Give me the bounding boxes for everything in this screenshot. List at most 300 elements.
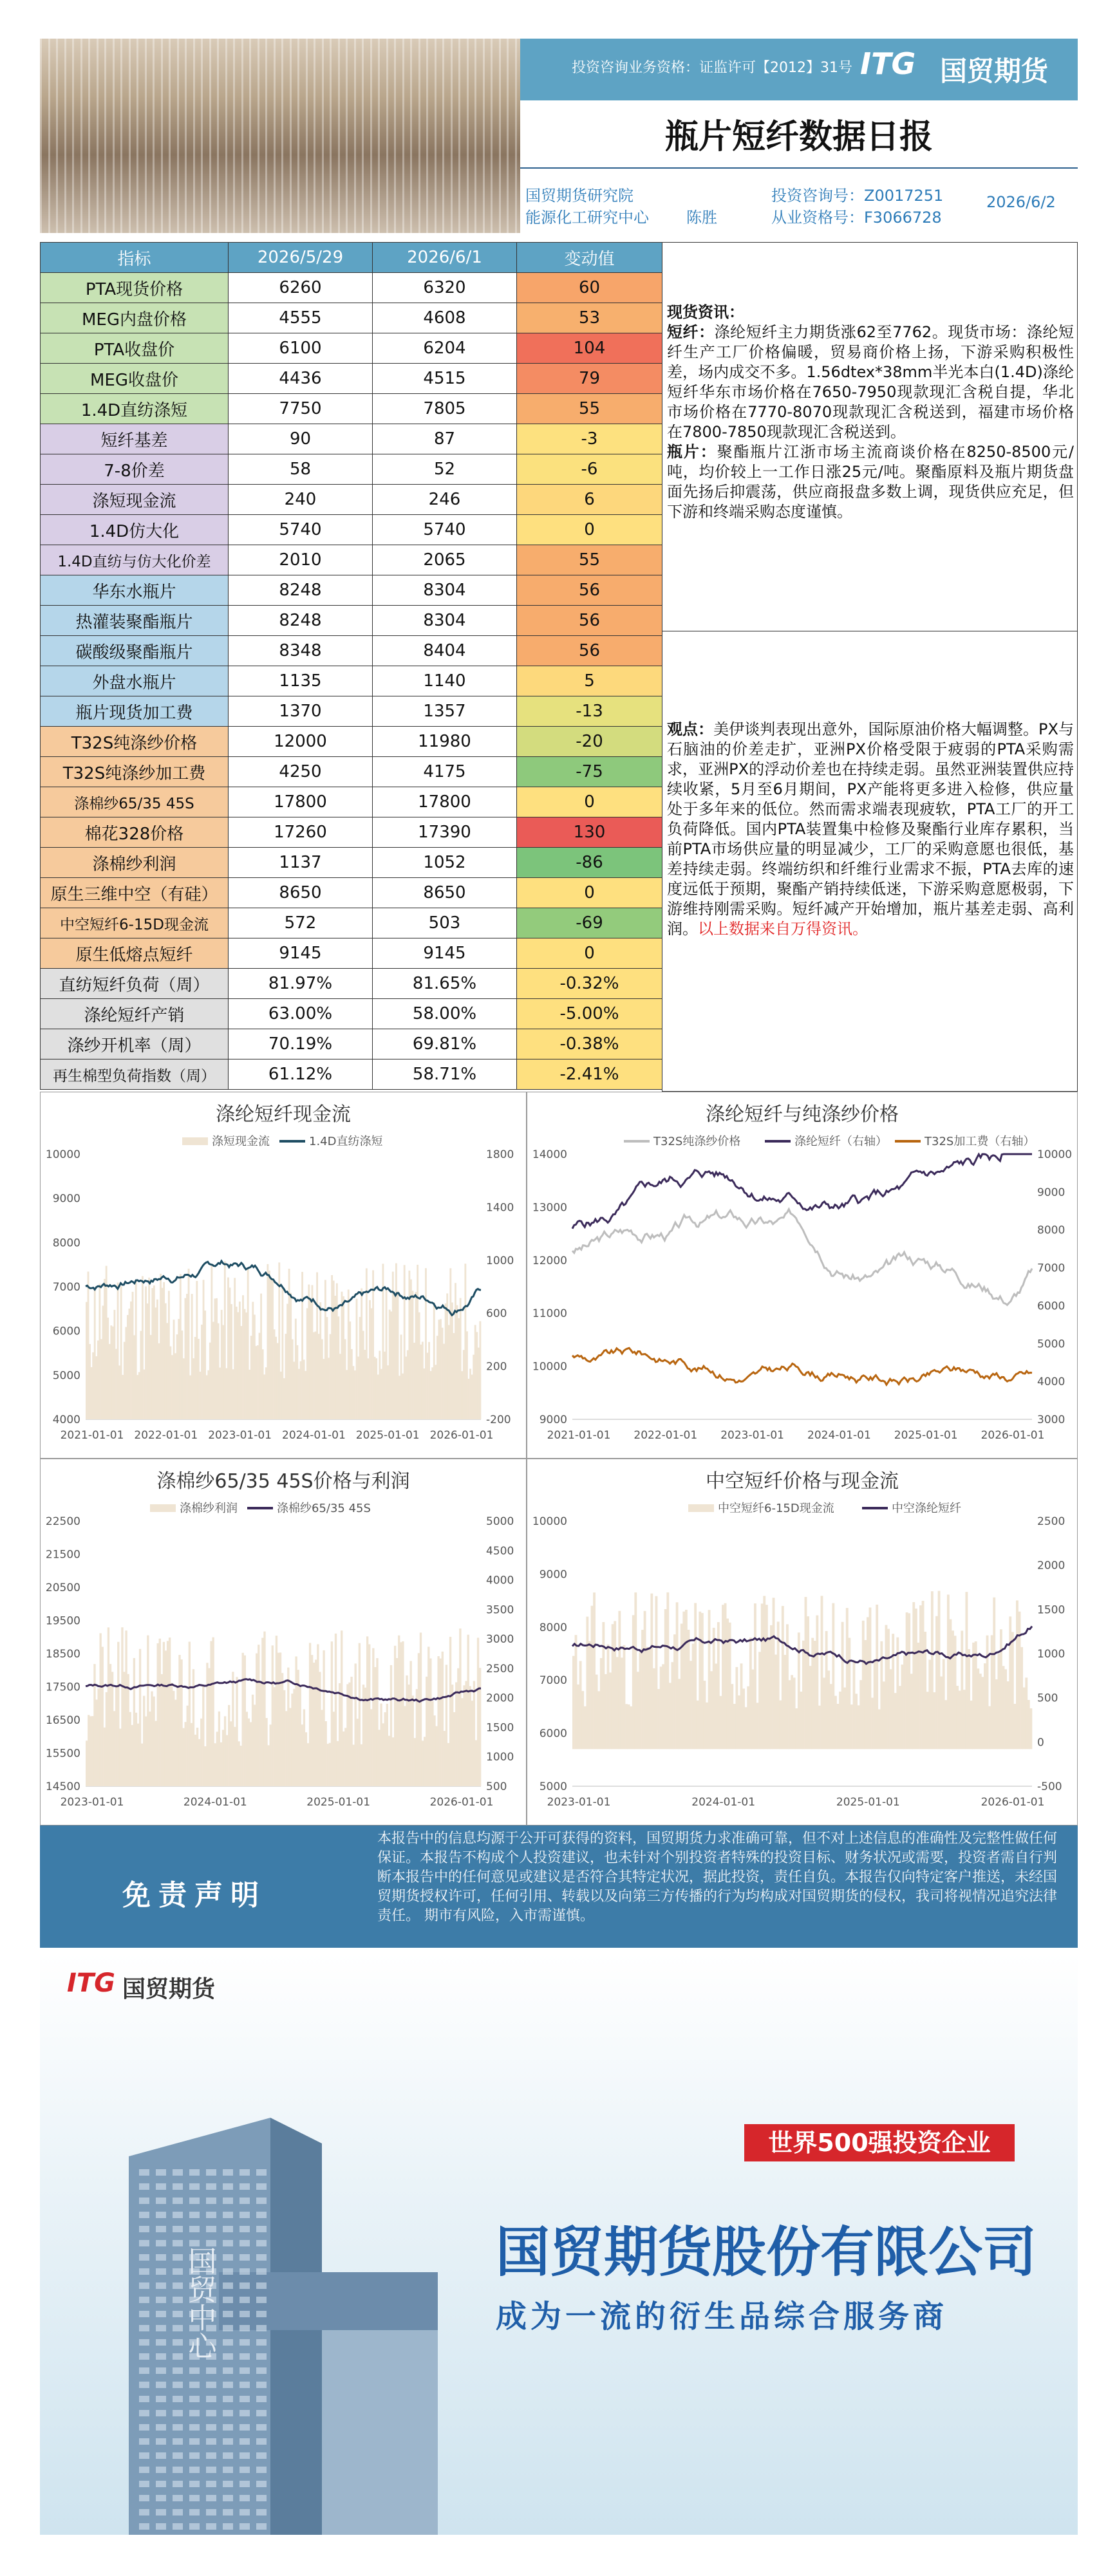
area-bar	[159, 1639, 161, 1786]
area-bar	[650, 1594, 653, 1750]
building-illustration	[77, 2079, 476, 2535]
area-bar	[339, 1354, 341, 1419]
area-bar	[276, 1636, 277, 1786]
area-bar	[254, 1314, 256, 1419]
x-axis-tick: 2023-01-01	[720, 1429, 784, 1442]
area-bar	[185, 1722, 187, 1786]
area-bar	[961, 1630, 963, 1749]
area-bar	[431, 1367, 433, 1419]
area-bar	[682, 1612, 685, 1750]
area-bar	[359, 1317, 361, 1419]
area-bar	[1000, 1629, 1002, 1749]
area-bar	[309, 1643, 311, 1786]
header-divider	[520, 167, 1078, 169]
y-axis-left-tick: 14000	[532, 1148, 567, 1161]
building-window	[173, 2325, 183, 2331]
building-window	[139, 2495, 149, 2501]
area-bar	[600, 1658, 603, 1749]
area-bar	[362, 1331, 364, 1419]
x-axis-tick: 2025-01-01	[355, 1429, 420, 1442]
loom-thread	[507, 39, 509, 233]
area-bar	[479, 1321, 481, 1419]
building-window	[173, 2523, 183, 2530]
row-change-value: 60	[517, 273, 662, 303]
y-axis-right-tick: 3000	[1037, 1414, 1065, 1426]
building-window	[223, 2353, 233, 2360]
area-bar	[991, 1635, 993, 1749]
area-bar	[625, 1704, 628, 1749]
area-bar	[341, 1630, 343, 1786]
area-bar	[848, 1638, 850, 1749]
row-value-date1: 8348	[229, 636, 373, 666]
area-bar	[129, 1712, 131, 1786]
area-bar	[883, 1681, 885, 1749]
area-bar	[476, 1332, 478, 1419]
building-window	[256, 2339, 267, 2346]
area-bar	[724, 1603, 727, 1750]
table-row	[41, 1059, 662, 1090]
area-bar	[357, 1357, 359, 1419]
row-indicator-name: 涤纶短纤产销	[41, 999, 229, 1029]
area-bar	[351, 1349, 353, 1419]
area-bar	[144, 1370, 145, 1419]
area-bar	[657, 1689, 660, 1749]
area-bar	[751, 1670, 754, 1750]
legend-label: 涤棉纱65/35 45S	[277, 1502, 371, 1515]
building-window	[156, 2297, 166, 2303]
y-axis-left-tick: 10000	[532, 1360, 567, 1374]
row-value-date2: 503	[373, 908, 517, 938]
area-bar	[977, 1668, 979, 1749]
area-bar	[839, 1692, 841, 1749]
area-bar	[252, 1302, 254, 1419]
chart-blended-yarn	[40, 1459, 527, 1825]
building-window	[239, 2254, 250, 2261]
area-bar	[100, 1339, 102, 1419]
area-bar	[369, 1300, 371, 1419]
area-bar	[259, 1333, 261, 1419]
area-bar	[418, 1312, 420, 1419]
area-bar	[1023, 1687, 1026, 1749]
y-axis-right-tick: 4500	[486, 1544, 514, 1558]
area-bar	[350, 1677, 352, 1786]
loom-thread	[209, 39, 211, 233]
spot-heading: 现货资讯：	[667, 303, 744, 321]
area-bar	[789, 1680, 791, 1749]
area-bar	[301, 1272, 303, 1419]
area-bar	[232, 1672, 234, 1786]
area-bar	[378, 1730, 380, 1786]
area-bar	[763, 1596, 765, 1749]
area-bar	[473, 1681, 475, 1786]
legend-swatch	[182, 1137, 208, 1145]
area-bar	[196, 1728, 198, 1786]
y-axis-left-tick: 7000	[52, 1281, 80, 1294]
building-window	[156, 2268, 166, 2275]
building-window	[206, 2367, 216, 2374]
building-window	[223, 2297, 233, 2303]
area-bar	[246, 1712, 248, 1786]
area-bar	[348, 1289, 350, 1419]
loom-thread	[136, 39, 138, 233]
chart-staple-yarn-price-svg	[527, 1092, 1077, 1458]
data-table	[40, 242, 662, 1090]
building-window	[139, 2325, 149, 2331]
legend-swatch	[688, 1504, 714, 1512]
row-value-date1: 17260	[229, 817, 373, 848]
area-bar	[225, 1368, 227, 1419]
area-bar	[386, 1704, 388, 1786]
area-bar	[581, 1691, 584, 1749]
area-bar	[145, 1286, 147, 1419]
x-axis-tick: 2024-01-01	[282, 1429, 346, 1442]
area-bar	[1028, 1700, 1030, 1749]
building-window	[239, 2523, 250, 2530]
report-title: 瓶片短纤数据日报	[664, 118, 933, 156]
area-bar	[125, 1630, 127, 1786]
area-bar	[293, 1362, 295, 1419]
building-window	[256, 2481, 267, 2487]
building-window	[239, 2198, 250, 2204]
area-bar	[301, 1724, 303, 1786]
area-bar	[628, 1704, 630, 1749]
table-row	[41, 999, 662, 1029]
row-value-date2: 246	[373, 485, 517, 515]
series-line	[572, 1154, 1032, 1229]
area-bar	[380, 1704, 382, 1786]
area-bar	[754, 1603, 756, 1749]
area-bar	[430, 1371, 432, 1419]
area-bar	[230, 1304, 232, 1419]
area-bar	[455, 1283, 456, 1419]
area-bar	[475, 1740, 477, 1786]
area-bar	[390, 1665, 392, 1786]
area-bar	[924, 1632, 926, 1749]
area-bar	[258, 1645, 259, 1786]
area-bar	[800, 1692, 802, 1749]
building-window	[173, 2297, 183, 2303]
y-axis-left-tick: 22500	[45, 1515, 80, 1528]
staple-fiber-text: 涤纶短纤主力期货涨62至7762。现货市场：涤纶短纤生产工厂价格偏暖，贸易商价格上扬，下游采购积极性差，场内成交不多。1.56dtex*38mm半光本白(1.4D)涤纶短纤华东市场价格在7650-7950现款现汇含税自提，华北市场价格在7770-8070现款现汇含税送到，福建市场价格在7800-7850现款现汇含税送到。	[667, 323, 1075, 441]
building-window	[189, 2183, 200, 2190]
area-bar	[281, 1673, 283, 1786]
area-bar	[422, 1741, 424, 1786]
area-bar	[618, 1611, 621, 1750]
building-window	[189, 2467, 200, 2473]
area-bar	[641, 1630, 644, 1749]
area-bar	[138, 1372, 140, 1419]
area-bar	[234, 1727, 236, 1786]
loom-thread	[499, 39, 501, 233]
area-bar	[191, 1723, 192, 1786]
area-bar	[252, 1695, 254, 1786]
building-window	[156, 2212, 166, 2218]
area-bar	[218, 1323, 220, 1419]
row-value-date1: 1135	[229, 666, 373, 696]
area-bar	[431, 1701, 433, 1786]
loom-thread	[346, 39, 348, 233]
area-bar	[285, 1334, 287, 1419]
area-bar	[120, 1286, 122, 1419]
building-window	[239, 2495, 250, 2501]
row-change-value: -13	[517, 696, 662, 727]
area-bar	[793, 1677, 796, 1749]
area-bar	[699, 1612, 701, 1750]
area-bar	[214, 1298, 216, 1419]
area-bar	[290, 1293, 292, 1419]
building-window	[223, 2311, 233, 2317]
building-window	[239, 2297, 250, 2303]
building-window	[139, 2311, 149, 2317]
area-bar	[986, 1636, 989, 1750]
building-window	[173, 2198, 183, 2204]
analyst-name: 陈胜	[686, 209, 717, 227]
area-bar	[270, 1279, 272, 1419]
loom-thread	[201, 39, 203, 233]
area-bar	[713, 1628, 715, 1749]
chart-title: 涤纶短纤现金流	[216, 1103, 351, 1126]
building-window	[156, 2452, 166, 2459]
area-bar	[238, 1741, 239, 1786]
y-axis-right-tick: 500	[1037, 1692, 1058, 1705]
legend-label: T32S纯涤纱价格	[653, 1135, 741, 1148]
row-value-date2: 17390	[373, 817, 517, 848]
area-bar	[467, 1635, 469, 1786]
area-bar	[262, 1349, 264, 1419]
area-bar	[397, 1291, 399, 1419]
area-bar	[862, 1621, 865, 1750]
building-window	[239, 2467, 250, 2473]
area-bar	[413, 1343, 415, 1419]
area-bar	[216, 1731, 218, 1786]
building-window	[239, 2438, 250, 2445]
area-bar	[474, 1325, 476, 1419]
area-bar	[198, 1339, 200, 1419]
area-bar	[352, 1366, 354, 1419]
area-bar	[447, 1743, 449, 1786]
row-value-date1: 81.97%	[229, 969, 373, 999]
table-row	[41, 636, 662, 666]
area-bar	[400, 1334, 402, 1419]
building-window	[189, 2212, 200, 2218]
chart-title: 中空短纤价格与现金流	[706, 1470, 899, 1493]
building-window	[139, 2297, 149, 2303]
area-bar	[404, 1265, 406, 1419]
y-axis-left-tick: 7000	[539, 1674, 567, 1688]
area-bar	[257, 1345, 259, 1419]
area-bar	[244, 1309, 246, 1419]
y-axis-right-tick: 4000	[486, 1574, 514, 1587]
chart-staple-cashflow	[40, 1092, 527, 1459]
area-bar	[461, 1371, 463, 1419]
area-bar	[299, 1687, 301, 1786]
area-bar	[88, 1715, 89, 1786]
area-bar	[211, 1264, 212, 1419]
area-bar	[267, 1745, 269, 1786]
building-window	[256, 2523, 267, 2530]
area-bar	[168, 1291, 170, 1419]
area-bar	[153, 1697, 155, 1786]
ad-company-name: 国贸期货股份有限公司	[496, 2221, 1037, 2284]
y-axis-right-tick: 5000	[1037, 1338, 1065, 1351]
building-window	[206, 2410, 216, 2416]
area-bar	[428, 1342, 430, 1419]
building-window	[256, 2382, 267, 2388]
area-bar	[1020, 1647, 1023, 1749]
building-window	[156, 2424, 166, 2431]
area-bar	[607, 1645, 610, 1750]
row-value-date1: 1137	[229, 848, 373, 878]
market-view	[667, 720, 1074, 939]
building-window	[156, 2382, 166, 2388]
area-bar	[731, 1684, 733, 1749]
legend-label: 中空涤纶短纤	[892, 1502, 961, 1515]
loom-thread	[225, 39, 227, 233]
row-value-date1: 58	[229, 454, 373, 485]
area-bar	[834, 1696, 837, 1750]
area-bar	[265, 1718, 267, 1786]
area-bar	[468, 1379, 470, 1419]
area-bar	[112, 1327, 114, 1419]
area-bar	[420, 1632, 422, 1786]
area-bar	[117, 1283, 119, 1419]
building-window	[239, 2367, 250, 2374]
area-bar	[122, 1375, 124, 1419]
x-axis-tick: 2024-01-01	[691, 1796, 756, 1809]
area-bar	[289, 1708, 291, 1786]
institute-name: 国贸期货研究院	[525, 187, 634, 205]
area-bar	[944, 1700, 947, 1749]
loom-thread	[290, 39, 292, 233]
area-bar	[227, 1278, 229, 1419]
table-row	[41, 515, 662, 545]
building-window	[239, 2268, 250, 2275]
building-window	[256, 2282, 267, 2289]
y-axis-right-tick: 10000	[1037, 1148, 1073, 1161]
area-bar	[336, 1283, 338, 1419]
area-bar	[466, 1331, 468, 1419]
area-bar	[458, 1318, 460, 1419]
area-bar	[185, 1298, 187, 1419]
loom-thread	[474, 39, 476, 233]
row-change-value: -75	[517, 757, 662, 787]
area-bar	[296, 1345, 298, 1419]
area-bar	[247, 1269, 249, 1419]
loom-thread	[394, 39, 396, 233]
building-window	[206, 2212, 216, 2218]
area-bar	[393, 1294, 395, 1419]
area-bar	[473, 1355, 474, 1419]
row-indicator-name: 短纤基差	[41, 424, 229, 454]
area-bar	[313, 1332, 315, 1419]
row-value-date2: 81.65%	[373, 969, 517, 999]
building-window	[173, 2339, 183, 2346]
row-indicator-name: 再生棉型负荷指数（周）	[41, 1059, 229, 1090]
area-bar	[853, 1661, 856, 1750]
area-bar	[653, 1668, 655, 1750]
area-bar	[212, 1321, 214, 1419]
loom-thread	[241, 39, 243, 233]
area-bar	[218, 1712, 220, 1786]
building-window	[256, 2268, 267, 2275]
y-axis-left-tick: 14500	[45, 1780, 80, 1793]
area-bar	[841, 1622, 844, 1750]
area-bar	[248, 1719, 250, 1786]
area-bar	[245, 1312, 247, 1419]
building-window	[173, 2254, 183, 2261]
building-window	[223, 2467, 233, 2473]
area-bar	[915, 1609, 917, 1749]
area-bar	[784, 1655, 786, 1749]
area-bar	[118, 1365, 120, 1419]
area-bar	[370, 1709, 372, 1786]
area-bar	[267, 1264, 268, 1419]
x-axis-tick: 2026-01-01	[429, 1429, 494, 1442]
area-bar	[94, 1289, 96, 1419]
loom-thread	[161, 39, 163, 233]
building-window	[256, 2467, 267, 2473]
area-bar	[630, 1706, 632, 1749]
loom-thread	[217, 39, 219, 233]
building-window	[173, 2226, 183, 2232]
series-line	[572, 1348, 1032, 1385]
area-bar	[326, 1317, 328, 1419]
area-bar	[402, 1641, 404, 1786]
area-bar	[423, 1368, 425, 1419]
area-bar	[440, 1659, 442, 1786]
building-window	[189, 2509, 200, 2515]
area-bar	[194, 1735, 196, 1786]
building-window	[156, 2495, 166, 2501]
y-axis-left-tick: 8000	[539, 1621, 567, 1634]
y-axis-right-tick: 1000	[1037, 1648, 1065, 1661]
area-bar	[588, 1641, 591, 1750]
legend-label: 涤纶短纤（右轴）	[794, 1135, 887, 1148]
table-row	[41, 696, 662, 727]
area-bar	[364, 1688, 366, 1786]
building-window	[256, 2367, 267, 2374]
building-window	[239, 2452, 250, 2459]
row-value-date1: 4250	[229, 757, 373, 787]
area-bar	[306, 1308, 308, 1419]
row-indicator-name: 直纺短纤负荷（周）	[41, 969, 229, 999]
building-window	[223, 2169, 233, 2176]
row-value-date2: 17800	[373, 787, 517, 817]
area-bar	[315, 1332, 317, 1419]
row-change-value: 0	[517, 938, 662, 969]
area-bar	[690, 1661, 692, 1749]
building-window	[206, 2495, 216, 2501]
row-value-date2: 58.71%	[373, 1059, 517, 1090]
area-bar	[335, 1634, 337, 1786]
building-window	[156, 2198, 166, 2204]
area-bar	[843, 1688, 846, 1750]
area-bar	[158, 1343, 160, 1419]
area-bar	[137, 1724, 139, 1786]
area-bar	[263, 1374, 265, 1419]
area-bar	[433, 1303, 435, 1419]
area-bar	[908, 1613, 910, 1749]
area-bar	[321, 1339, 323, 1419]
y-axis-left-tick: 13000	[532, 1201, 567, 1215]
building-window	[206, 2396, 216, 2402]
building-window	[156, 2226, 166, 2232]
area-bar	[230, 1721, 232, 1786]
legend-label: T32S加工费（右轴）	[925, 1135, 1035, 1148]
area-series	[572, 1591, 1032, 1749]
building-window	[139, 2240, 149, 2246]
area-bar	[319, 1302, 321, 1419]
